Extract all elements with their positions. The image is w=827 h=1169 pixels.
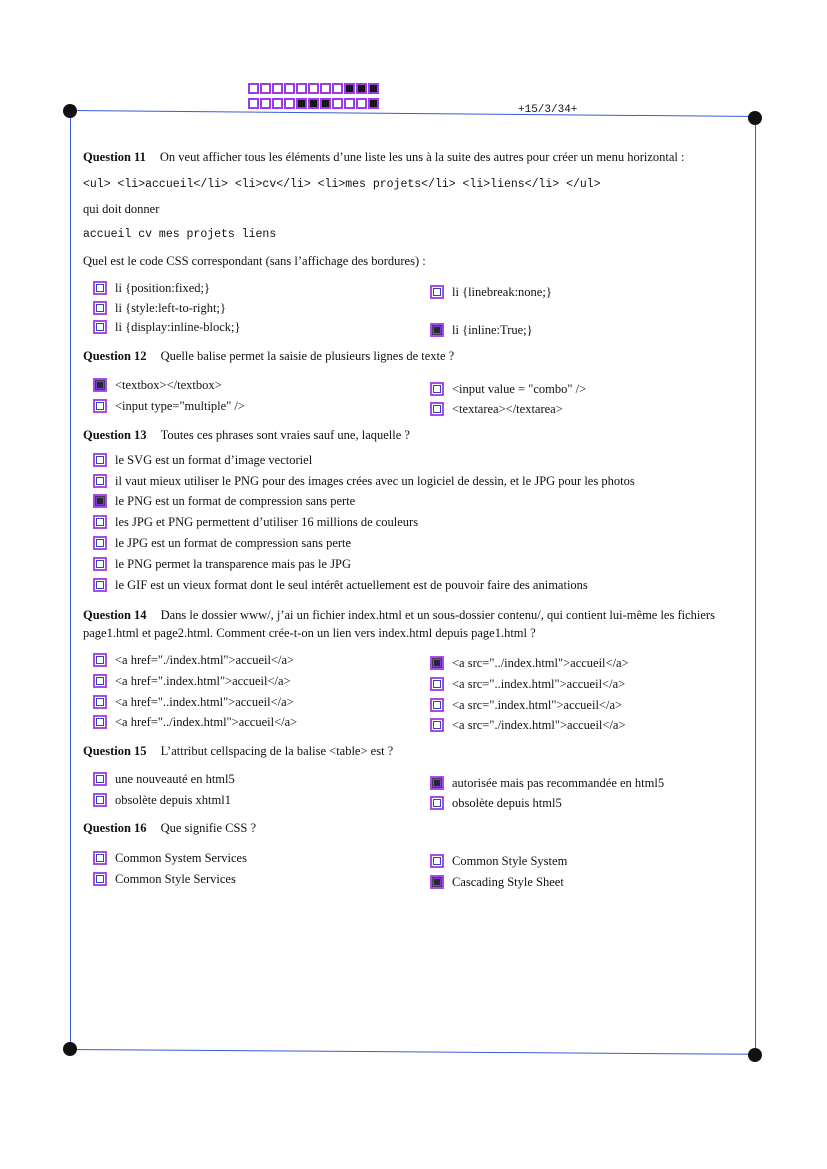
checkbox[interactable] [430, 382, 444, 396]
barcode-cell [260, 83, 271, 94]
option-label: autorisée mais pas recommandée en html5 [452, 775, 665, 790]
barcode-cell [248, 83, 259, 94]
option-label: le SVG est un format d’image vectoriel [115, 452, 313, 467]
barcode-row-1 [248, 83, 379, 94]
barcode-cell [320, 83, 331, 94]
option-label: le PNG permet la transparence mais pas le JPG [115, 556, 352, 571]
answer-option[interactable] [430, 321, 533, 339]
code-snippet: <ul> <li>accueil</li> <li>cv</li> <li>mes projets</li> <li>liens</li> </ul> [83, 178, 601, 191]
answer-option[interactable] [430, 696, 622, 714]
corner-marker-tl [63, 104, 77, 118]
barcode-cell [308, 83, 319, 94]
option-label: li {inline:True;} [452, 322, 533, 337]
question-text: Toutes ces phrases sont vraies sauf une, laquelle ? [160, 428, 410, 442]
checkbox[interactable] [93, 301, 107, 315]
answer-option[interactable] [430, 675, 625, 693]
barcode-cell [308, 98, 319, 109]
checkbox[interactable] [93, 793, 107, 807]
frame-left [70, 110, 71, 1050]
answer-option[interactable] [93, 279, 210, 297]
option-label: Common Style System [452, 853, 568, 868]
checkbox[interactable] [93, 536, 107, 550]
option-label: li {display:inline-block;} [115, 319, 241, 334]
checkbox[interactable] [93, 453, 107, 467]
checkbox[interactable] [93, 320, 107, 334]
answer-option[interactable] [430, 774, 664, 792]
checkbox-checked[interactable] [430, 323, 444, 337]
question-text: L’attribut cellspacing de la balise <table> est ? [160, 744, 394, 758]
checkbox-checked[interactable] [430, 656, 444, 670]
answer-option[interactable] [430, 873, 564, 891]
frame-bottom [70, 1049, 756, 1055]
barcode-cell [344, 98, 355, 109]
checkbox[interactable] [93, 674, 107, 688]
option-label: <a href=".index.html">accueil</a> [115, 673, 291, 688]
answer-option[interactable] [93, 849, 247, 867]
answer-option[interactable] [93, 693, 294, 711]
answer-option[interactable] [430, 716, 626, 734]
answer-option[interactable] [93, 870, 236, 888]
option-label: <a src=".index.html">accueil</a> [452, 697, 623, 712]
option-label: <a href="./index.html">accueil</a> [115, 652, 295, 667]
checkbox-checked[interactable] [93, 378, 107, 392]
frame-right [755, 117, 756, 1055]
option-label: <a href="..index.html">accueil</a> [115, 694, 294, 709]
option-label: Common System Services [115, 850, 247, 865]
question-prompt: Quel est le code CSS correspondant (sans l’affichage des bordures) : [83, 254, 426, 268]
barcode-cell [272, 83, 283, 94]
checkbox-checked[interactable] [430, 875, 444, 889]
checkbox[interactable] [93, 851, 107, 865]
question-12-header [83, 348, 454, 364]
question-text-continued: page1.html et page2.html. Comment crée-t-on un lien vers index.html depuis page1.html ? [83, 626, 536, 640]
question-number: Question 12 [83, 349, 147, 363]
barcode-cell [368, 98, 379, 109]
option-label: li {linebreak:none;} [452, 284, 552, 299]
answer-option[interactable] [93, 770, 235, 788]
checkbox[interactable] [430, 677, 444, 691]
option-label: <a src="../index.html">accueil</a> [452, 655, 629, 670]
question-14-header [83, 607, 715, 623]
option-label: <textbox></textbox> [115, 377, 222, 392]
answer-option[interactable] [93, 555, 351, 573]
question-11-header [83, 149, 684, 165]
checkbox[interactable] [93, 772, 107, 786]
question-number: Question 13 [83, 428, 147, 442]
option-label: le JPG est un format de compression sans perte [115, 535, 352, 550]
barcode-cell [296, 98, 307, 109]
question-number: Question 11 [83, 150, 146, 164]
barcode-cell [320, 98, 331, 109]
question-number: Question 16 [83, 821, 147, 835]
checkbox[interactable] [93, 653, 107, 667]
answer-option[interactable] [430, 400, 563, 418]
corner-marker-br [748, 1048, 762, 1062]
answer-option[interactable] [430, 852, 567, 870]
option-label: <a src="./index.html">accueil</a> [452, 717, 626, 732]
option-label: <input type="multiple" /> [115, 398, 245, 413]
answer-option[interactable] [93, 651, 294, 669]
barcode-cell [356, 83, 367, 94]
question-16-header [83, 820, 256, 836]
answer-option[interactable] [93, 713, 297, 731]
checkbox[interactable] [93, 872, 107, 886]
question-text: Quelle balise permet la saisie de plusieurs lignes de texte ? [160, 349, 455, 363]
code-output: accueil cv mes projets liens [83, 228, 277, 241]
barcode-cell [344, 83, 355, 94]
option-label: Cascading Style Sheet [452, 874, 564, 889]
option-label: une nouveauté en html5 [115, 771, 235, 786]
checkbox[interactable] [430, 718, 444, 732]
answer-option[interactable] [93, 513, 418, 531]
question-text-continued: qui doit donner [83, 202, 160, 216]
page-code: +15/3/34+ [518, 104, 578, 116]
checkbox[interactable] [93, 695, 107, 709]
answer-option[interactable] [93, 791, 231, 809]
answer-option[interactable] [430, 794, 562, 812]
checkbox[interactable] [430, 285, 444, 299]
question-text: Que signifie CSS ? [160, 821, 257, 835]
question-number: Question 15 [83, 744, 147, 758]
answer-option[interactable] [93, 299, 226, 317]
checkbox[interactable] [430, 854, 444, 868]
barcode-cell [284, 83, 295, 94]
option-label: le GIF est un vieux format dont le seul intérêt actuellement est de pouvoir faire des animations [115, 577, 588, 592]
option-label: <a href="../index.html">accueil</a> [115, 714, 298, 729]
answer-option[interactable] [93, 397, 245, 415]
barcode-cell [332, 98, 343, 109]
question-15-header [83, 743, 393, 759]
question-number: Question 14 [83, 608, 147, 622]
barcode-cell [296, 83, 307, 94]
question-text: On veut afficher tous les éléments d’une liste les uns à la suite des autres pour créer un menu horizontal : [159, 150, 685, 164]
checkbox[interactable] [93, 578, 107, 592]
barcode-cell [332, 83, 343, 94]
answer-option[interactable] [430, 283, 552, 301]
option-label: les JPG et PNG permettent d’utiliser 16 millions de couleurs [115, 514, 419, 529]
barcode-cell [272, 98, 283, 109]
question-13-header [83, 427, 410, 443]
checkbox[interactable] [93, 557, 107, 571]
answer-option[interactable] [93, 492, 355, 510]
answer-option[interactable] [93, 576, 588, 594]
option-label: <a src="..index.html">accueil</a> [452, 676, 626, 691]
checkbox[interactable] [93, 474, 107, 488]
option-label: obsolète depuis xhtml1 [115, 792, 231, 807]
corner-marker-bl [63, 1042, 77, 1056]
option-label: obsolète depuis html5 [452, 795, 562, 810]
answer-option[interactable] [93, 318, 241, 336]
checkbox[interactable] [93, 281, 107, 295]
option-label: le PNG est un format de compression sans perte [115, 493, 356, 508]
answer-option[interactable] [93, 376, 222, 394]
checkbox[interactable] [93, 715, 107, 729]
option-label: Common Style Services [115, 871, 236, 886]
option-label: il vaut mieux utiliser le PNG pour des images crées avec un logiciel de dessin, et le JPG pour les photos [115, 473, 635, 488]
checkbox[interactable] [430, 402, 444, 416]
answer-option[interactable] [430, 380, 586, 398]
barcode-row-2 [248, 98, 379, 109]
barcode-cell [284, 98, 295, 109]
checkbox[interactable] [430, 698, 444, 712]
barcode-cell [260, 98, 271, 109]
answer-option[interactable] [93, 451, 312, 469]
barcode-cell [356, 98, 367, 109]
option-label: li {style:left-to-right;} [115, 300, 226, 315]
checkbox-checked[interactable] [93, 494, 107, 508]
frame-top [70, 110, 756, 117]
checkbox[interactable] [93, 399, 107, 413]
checkbox[interactable] [93, 515, 107, 529]
barcode-cell [368, 83, 379, 94]
checkbox[interactable] [430, 796, 444, 810]
corner-marker-tr [748, 111, 762, 125]
question-text: Dans le dossier www/, j’ai un fichier index.html et un sous-dossier contenu/, qui contient lui-même les fichiers [160, 608, 715, 622]
option-label: li {position:fixed;} [115, 280, 210, 295]
answer-option[interactable] [93, 534, 351, 552]
checkbox-checked[interactable] [430, 776, 444, 790]
barcode-cell [248, 98, 259, 109]
answer-option[interactable] [93, 672, 291, 690]
answer-option[interactable] [430, 654, 629, 672]
option-label: <input value = "combo" /> [452, 381, 587, 396]
option-label: <textarea></textarea> [452, 401, 563, 416]
answer-option[interactable] [93, 472, 635, 490]
